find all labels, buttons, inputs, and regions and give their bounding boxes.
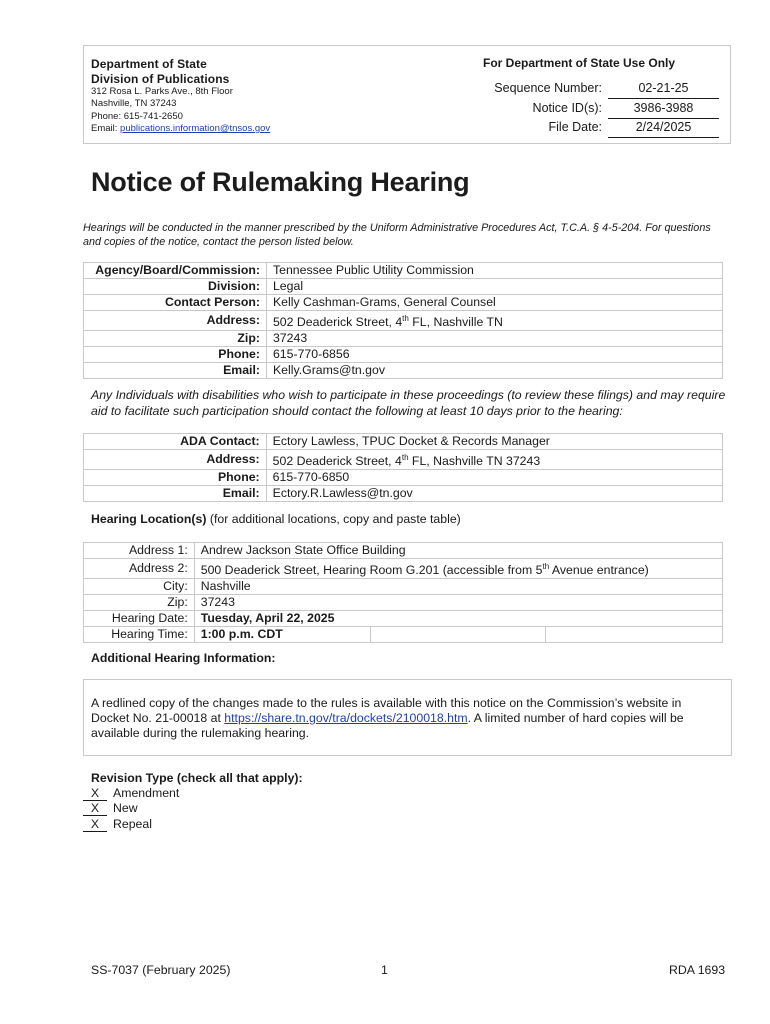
table-row bbox=[84, 595, 723, 611]
repeal-label: Repeal bbox=[113, 817, 152, 831]
notice-id-value: 3986-3988 bbox=[608, 101, 719, 119]
use-only-title: For Department of State Use Only bbox=[483, 56, 676, 70]
page-title: Notice of Rulemaking Hearing bbox=[91, 167, 470, 197]
ada-email-label: Email: bbox=[84, 486, 267, 502]
address2-text-end: Avenue entrance) bbox=[549, 563, 649, 578]
table-row bbox=[84, 311, 723, 331]
division-name: Division of Publications bbox=[91, 71, 230, 86]
sequence-number-value: 02-21-25 bbox=[608, 81, 719, 99]
intro-text: Hearings will be conducted in the manner prescribed by the Uniform Administrative Procedures Act, T.C.A. § 4-5-204. For questions and copies of the notice, contact the person listed below. bbox=[83, 222, 711, 248]
additional-info-text-end: . A limited number of hard copies will be available during the rulemaking hearing. bbox=[91, 711, 684, 740]
phone-label: Phone: bbox=[84, 347, 267, 363]
ada-contact-label: ADA Contact: bbox=[84, 434, 267, 450]
address1-label: Address 1: bbox=[84, 543, 195, 559]
address-line-1: 312 Rosa L. Parks Ave., 8th Floor bbox=[91, 86, 233, 97]
table-row bbox=[84, 543, 723, 559]
hearing-location-label: Hearing Location(s) bbox=[91, 512, 207, 526]
table-row bbox=[84, 363, 723, 379]
ada-address-value bbox=[266, 450, 722, 470]
rda-number: RDA 1693 bbox=[669, 963, 726, 977]
empty-cell bbox=[546, 627, 723, 643]
address-text-end: FL, Nashville TN bbox=[408, 315, 503, 330]
contact-person-value: Kelly Cashman-Grams, General Counsel bbox=[266, 295, 722, 311]
table-row bbox=[84, 579, 723, 595]
amendment-check-mark[interactable]: X bbox=[83, 786, 107, 801]
table-row bbox=[84, 263, 723, 279]
address1-value: Andrew Jackson State Office Building bbox=[194, 543, 722, 559]
email-label: Email: bbox=[84, 363, 267, 379]
hearing-time-value: 1:00 p.m. CDT bbox=[194, 627, 370, 643]
agency-value: Tennessee Public Utility Commission bbox=[266, 263, 722, 279]
sequence-number-label: Sequence Number: bbox=[494, 81, 602, 95]
file-date-label: File Date: bbox=[548, 120, 602, 134]
revision-item-repeal[interactable] bbox=[83, 817, 152, 832]
ada-table bbox=[83, 433, 723, 502]
ada-contact-value: Ectory Lawless, TPUC Docket & Records Manager bbox=[266, 434, 722, 450]
address-line-2: Nashville, TN 37243 bbox=[91, 98, 177, 110]
ada-phone-label: Phone: bbox=[84, 470, 267, 486]
file-date-row bbox=[84, 120, 732, 138]
ada-address-sup: th bbox=[401, 453, 409, 462]
address-value bbox=[266, 311, 722, 331]
address2-label: Address 2: bbox=[84, 559, 195, 579]
header-box bbox=[83, 45, 731, 144]
division-label: Division: bbox=[84, 279, 267, 295]
file-date-value: 2/24/2025 bbox=[608, 120, 719, 138]
ada-phone-value: 615-770-6850 bbox=[266, 470, 722, 486]
docket-link[interactable]: https://share.tn.gov/tra/dockets/2100018.htm bbox=[224, 711, 468, 725]
repeal-check-mark[interactable]: X bbox=[83, 817, 107, 832]
additional-info-box bbox=[83, 679, 732, 756]
email-label: Email: bbox=[91, 122, 121, 134]
table-row bbox=[84, 450, 723, 470]
division-value: Legal bbox=[266, 279, 722, 295]
form-number: SS-7037 (February 2025) bbox=[91, 963, 231, 977]
agency-label: Agency/Board/Commission: bbox=[84, 263, 267, 279]
sequence-number-row bbox=[84, 81, 732, 99]
email-value: Kelly.Grams@tn.gov bbox=[266, 363, 722, 379]
ada-address-text: 502 Deaderick Street, 4 bbox=[272, 454, 402, 469]
phone-value: 615-770-6856 bbox=[266, 347, 722, 363]
table-row bbox=[84, 559, 723, 579]
additional-info-text bbox=[91, 696, 721, 741]
additional-info-text-start: A redlined copy of the changes made to the rules is available with this notice on the Commission’s website in Docket No. 21-00018 at bbox=[91, 696, 682, 725]
revision-item-amendment[interactable] bbox=[83, 786, 179, 801]
hearing-date-value: Tuesday, April 22, 2025 bbox=[194, 611, 722, 627]
additional-info-label: Additional Hearing Information: bbox=[91, 651, 276, 665]
address2-value bbox=[194, 559, 722, 579]
city-label: City: bbox=[84, 579, 195, 595]
agency-table bbox=[83, 262, 723, 379]
notice-id-label: Notice ID(s): bbox=[532, 101, 602, 115]
table-row bbox=[84, 627, 723, 643]
revision-type-title: Revision Type (check all that apply): bbox=[91, 771, 303, 785]
city-value: Nashville bbox=[194, 579, 722, 595]
address-text: 502 Deaderick Street, 4 bbox=[272, 315, 403, 330]
zip-value: 37243 bbox=[266, 331, 722, 347]
table-row bbox=[84, 486, 723, 502]
table-row bbox=[84, 295, 723, 311]
hearing-location-heading bbox=[91, 512, 461, 526]
address2-text: 500 Deaderick Street, Hearing Room G.201 (accessible from 5 bbox=[200, 563, 543, 578]
ada-address-label: Address: bbox=[84, 450, 267, 470]
ada-address-text-end: FL, Nashville TN 37243 bbox=[408, 454, 541, 469]
hearing-zip-value: 37243 bbox=[194, 595, 722, 611]
hearing-zip-label: Zip: bbox=[84, 595, 195, 611]
hearing-date-label: Hearing Date: bbox=[84, 611, 195, 627]
table-row bbox=[84, 331, 723, 347]
table-row bbox=[84, 279, 723, 295]
additional-info-heading bbox=[91, 651, 275, 665]
page-number: 1 bbox=[381, 963, 388, 977]
hearing-time-label: Hearing Time: bbox=[84, 627, 195, 643]
table-row bbox=[84, 347, 723, 363]
address-sup: th bbox=[402, 314, 409, 323]
contact-person-label: Contact Person: bbox=[84, 295, 267, 311]
address2-sup: th bbox=[542, 562, 550, 571]
new-check-mark[interactable]: X bbox=[83, 801, 107, 816]
empty-cell bbox=[370, 627, 546, 643]
email-link[interactable]: publications.information@tnsos.gov bbox=[120, 122, 271, 134]
revision-item-new[interactable] bbox=[83, 801, 138, 816]
notice-id-row bbox=[84, 101, 732, 119]
hearing-location-table bbox=[83, 542, 723, 643]
amendment-label: Amendment bbox=[113, 786, 180, 800]
address-label: Address: bbox=[84, 311, 267, 331]
department-name: Department of State bbox=[91, 57, 207, 71]
phone-line: Phone: 615-741-2650 bbox=[91, 110, 183, 122]
new-label: New bbox=[113, 801, 138, 815]
zip-label: Zip: bbox=[84, 331, 267, 347]
ada-email-value: Ectory.R.Lawless@tn.gov bbox=[266, 486, 722, 502]
table-row bbox=[84, 611, 723, 627]
ada-note: Any Individuals with disabilities who wish to participate in these proceedings (to review these filings) and may require aid to facilitate such participation should contact the following at least 10 days prior to the hearing: bbox=[91, 388, 726, 418]
table-row bbox=[84, 434, 723, 450]
hearing-location-note: (for additional locations, copy and paste table) bbox=[206, 512, 461, 526]
table-row bbox=[84, 470, 723, 486]
